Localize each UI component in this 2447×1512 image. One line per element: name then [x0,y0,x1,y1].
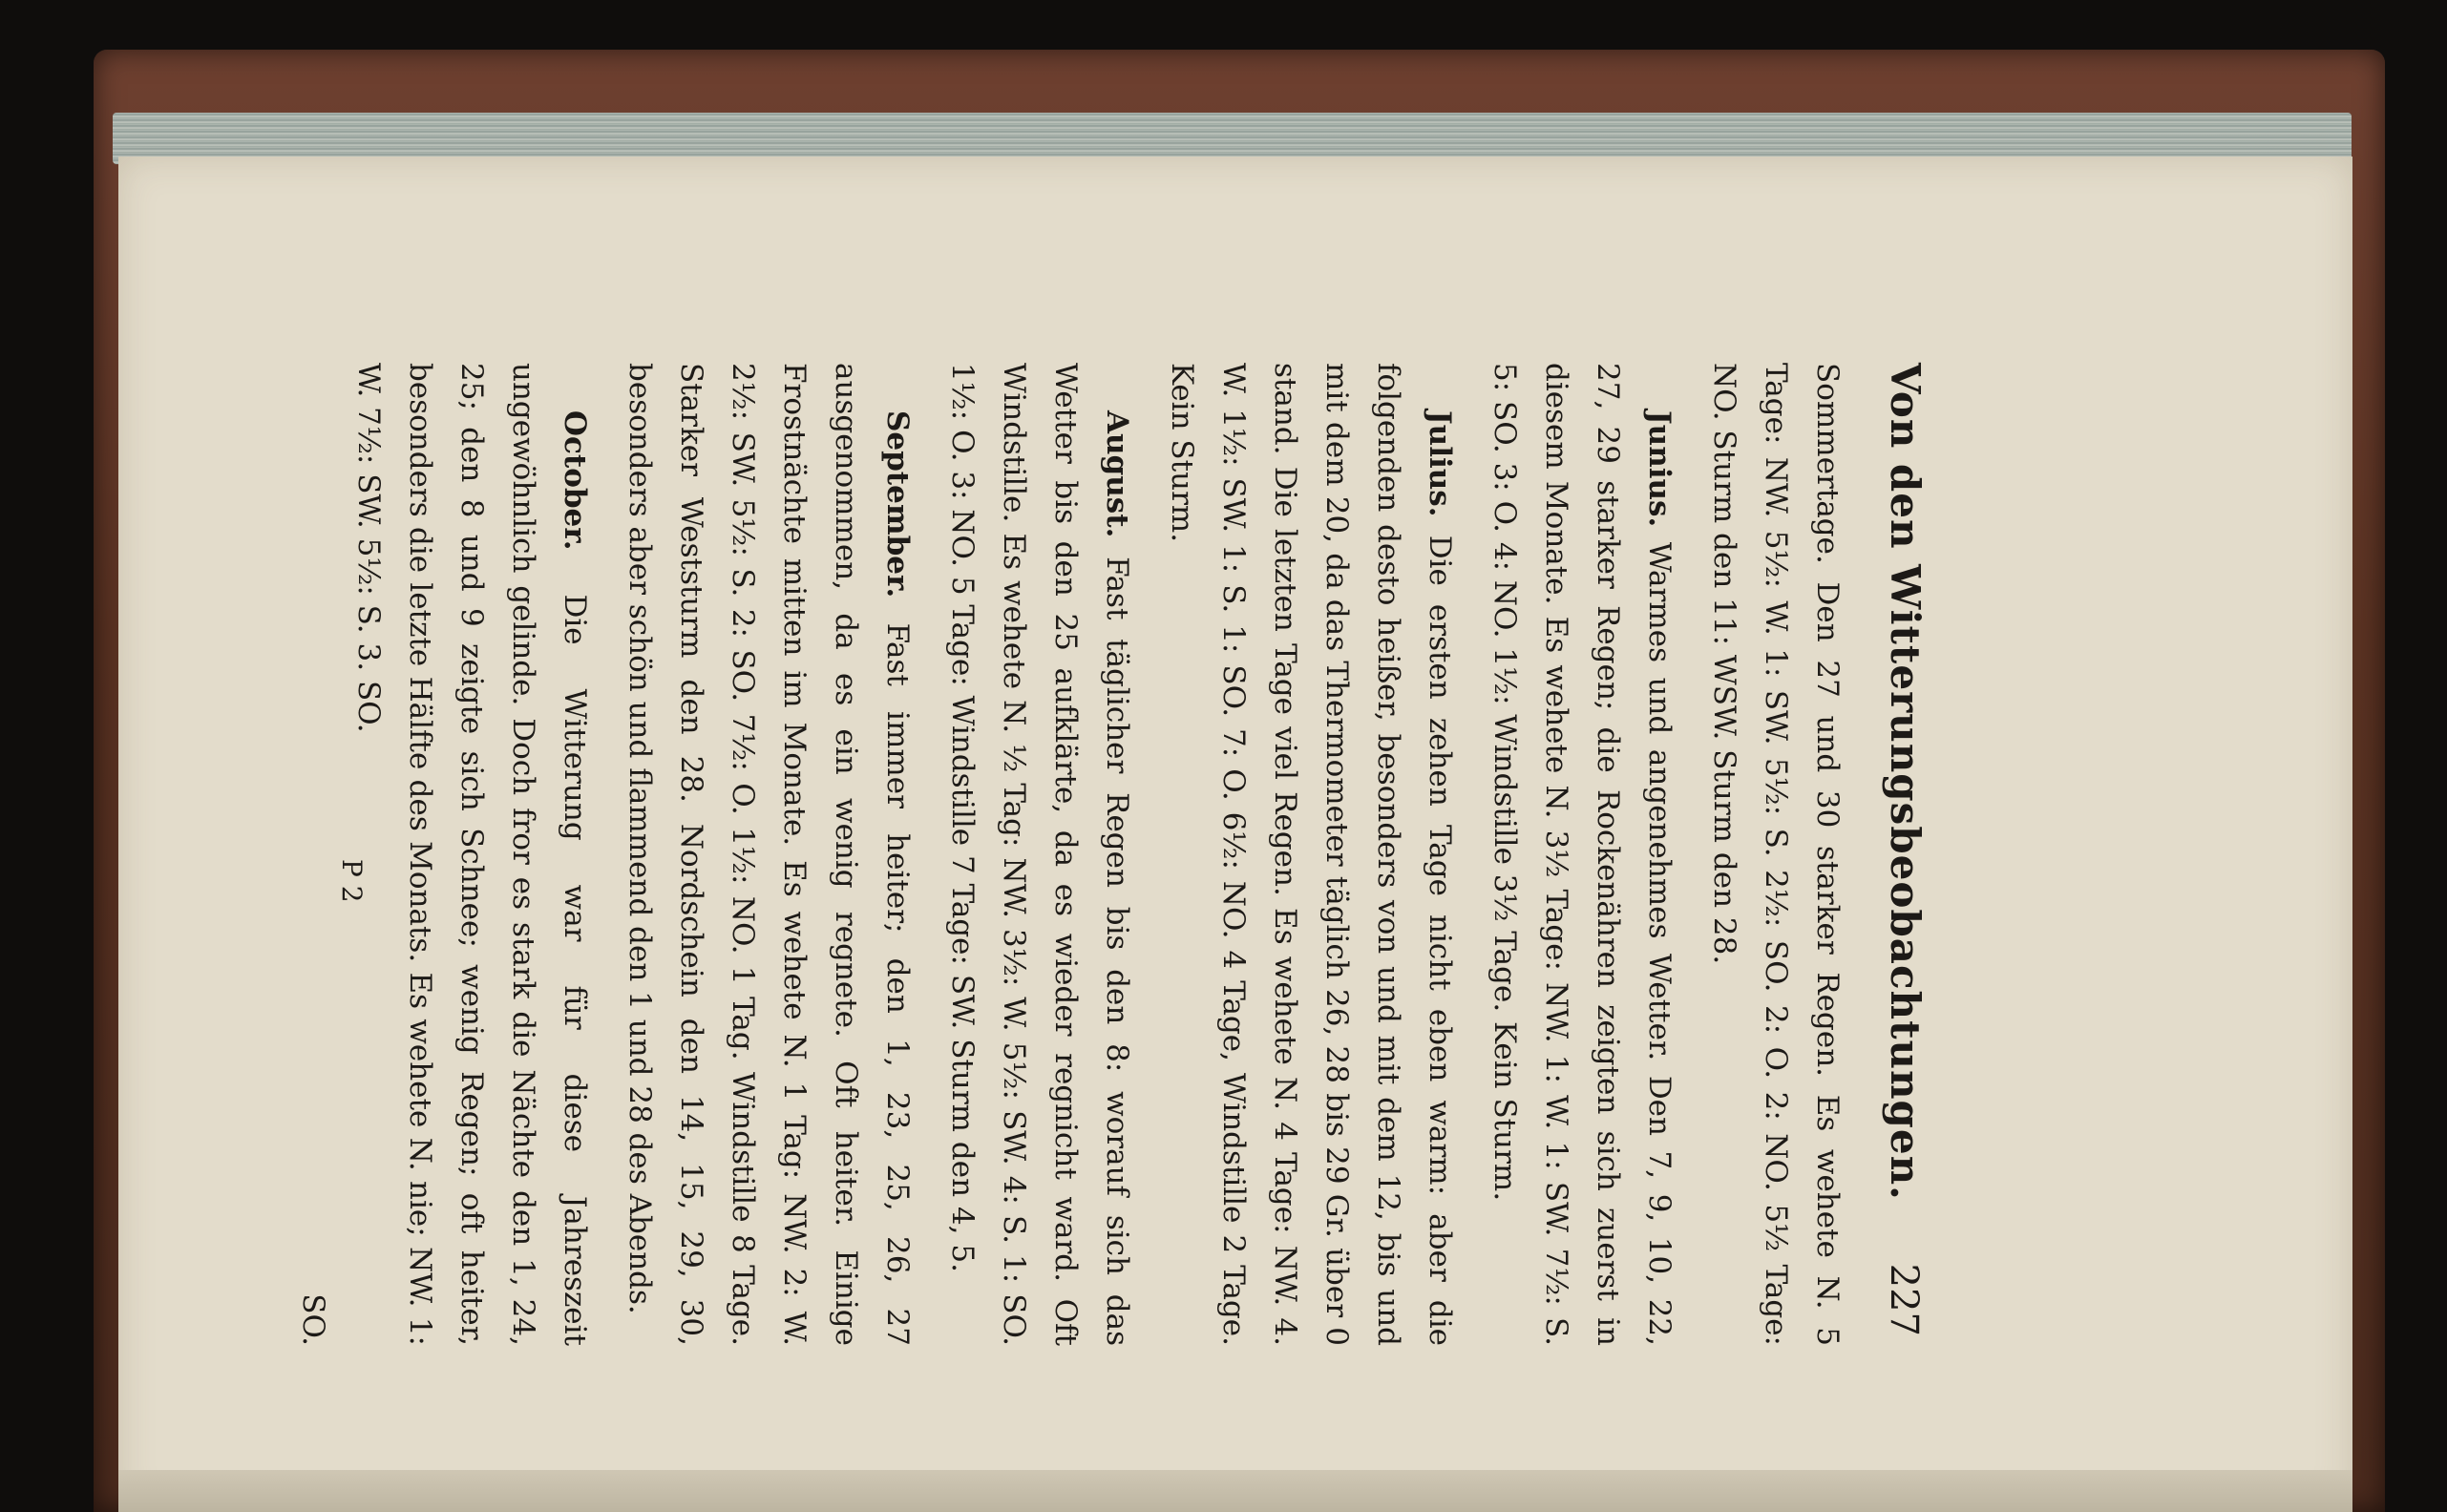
month-heading: Junius. [1642,410,1677,528]
paragraph-september [614,363,923,1346]
month-heading: September. [880,410,915,598]
paragraph-october [343,363,601,1346]
paragraph-sommertage [1698,363,1853,1346]
paragraph-text: Fast täglicher Regen bis den 8: worauf sich das Wetter bis den 25 aufklärte, da es wieder regnicht ward. Oft Windstille. Es wehete N. ½ Tag: NW. 3½: W. 5½: SW. 4: S. 1: SO. 1½: O. 3: NO. 5 Tage: Windstille 7 Tage: SW. Sturm den 4, 5. [945,363,1134,1346]
paragraph-text: Die ersten zehen Tage nicht eben warm: aber die folgenden desto heißer, besonders von und mit dem 12, bis und mit dem 20, da das Thermometer täglich 26, 28 bis 29 Gr. über 0 stand. Die letzten Tage viel Regen. Es wehete N. 4 Tage: NW. 4. W. 1½: SW. 1: S. 1: SO. 7: O. 6½: NO. 4 Tage, Windstille 2 Tage. Kein Sturm. [1165,363,1457,1347]
running-head [1882,363,1929,1336]
paragraph-august [937,363,1143,1346]
signature-mark: P 2 [336,859,368,903]
paragraph-text: Die Witterung war für diese Jahreszeit ungewöhnlich gelinde. Doch fror es stark die Nächte den 1, 24, 25; den 8 und 9 zeigte sich Schnee; wenig Regen; oft heiter, besonders die letzte Hälfte des Monats. Es wehete N. nie; NW. 1: W. 7½: SW. 5½: S. 3. SO. [351,363,592,1346]
page-text-block [115,363,1929,1413]
month-heading: August. [1100,410,1134,538]
paragraph-text: Sommertage. Den 27 und 30 starker Regen. Es wehete N. 5 Tage: NW. 5½: W. 1: SW. 5½: S. 2½: SO. 2: O. 2: NO. 5½ Tage: NO. Sturm den 11: WSW. Sturm den 28. [1707,363,1845,1346]
paragraph-text: Fast immer heiter; den 1, 23, 25, 26, 27 ausgenommen, da es ein wenig regnete. Oft heiter. Einige Frostnächte mitten im Monate. Es wehete N. 1 Tag: NW. 2: W. 2½: SW. 5½: S. 2: SO. 7½: O. 1½: NO. 1 Tag. Windstille 8 Tage. Starker Weststurm den 28. Nordschein den 14, 15, 29, 30, besonders aber schön und flammend den 1 und 28 des Abends. [622,363,915,1347]
running-title: Von den Witterungsbeobachtungen. [1882,363,1929,1201]
page-bottom-edge [118,1470,2352,1512]
month-heading: October. [558,410,592,551]
month-heading: Julius. [1423,410,1457,517]
page-number: 227 [1882,1263,1926,1336]
paragraph-text: Warmes und angenehmes Wetter. Den 7, 9, 10, 22, 27, 29 starker Regen; die Rockenähren zeigten sich zuerst in diesem Monate. Es wehete N. 3½ Tage: NW. 1: W. 1: SW. 7½: S. 5: SO. 3: O. 4: NO. 1½: Windstille 3½ Tage. Kein Sturm. [1487,363,1677,1347]
paragraph-junius [1479,363,1685,1346]
paragraph-julius [1156,363,1466,1346]
catchword: SO. [296,1293,330,1346]
